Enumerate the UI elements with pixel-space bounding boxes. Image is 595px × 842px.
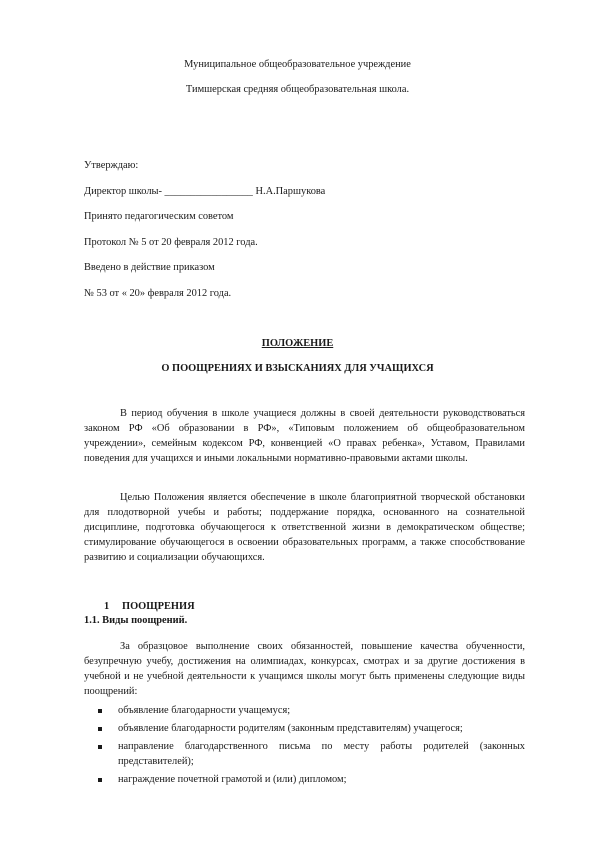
bullet-square-icon (98, 709, 102, 713)
bullet-square-icon (98, 778, 102, 782)
list-item-text: объявление благодарности учащемуся; (118, 705, 291, 716)
paragraph-1: В период обучения в школе учащиеся должны в своей деятельности руководствоваться законом РФ «Об образовании в РФ», «Типовым положением об общеобразовательном учреждении», семейным кодексом РФ, конвенцией «О правах ребенка», Уставом, Правилами поведения для учащихся и иными локальными нормативно-правовыми актами школы. (84, 408, 525, 464)
encouragement-list (84, 703, 525, 790)
list-item (84, 703, 525, 718)
header-line-1: Муниципальное общеобразовательное учреждение (184, 59, 411, 70)
bullet-square-icon (98, 727, 102, 731)
section-1-intro: За образцовое выполнение своих обязанностей, повышение качества обученности, безупречную учебу, достижения на олимпиадах, конкурсах, смотрах и за другие достижения в учебной и не учебной деятельности к учащимся школы могут быть применены следующие виды поощрений: (84, 641, 525, 697)
accepted-line: Принято педагогическим советом (84, 211, 234, 222)
list-item (84, 739, 525, 769)
document-title: ПОЛОЖЕНИЕ (261, 338, 334, 349)
protocol-line: Протокол № 5 от 20 февраля 2012 года. (84, 237, 258, 248)
director-line: Директор школы- _________________ Н.А.Паршукова (84, 186, 326, 197)
enacted-line: Введено в действие приказом (84, 262, 215, 273)
list-item-text: объявление благодарности родителям (законным представителям) учащегося; (118, 723, 463, 734)
order-line: № 53 от « 20» февраля 2012 года. (84, 288, 232, 299)
approve-label: Утверждаю: (84, 160, 139, 171)
list-item (84, 721, 525, 736)
section-1-number: 1 (104, 601, 110, 612)
header-line-2: Тимшерская средняя общеобразовательная школа. (185, 84, 410, 95)
paragraph-2: Целью Положения является обеспечение в школе благоприятной творческой обстановки для плодотворной учебы и работы; поддержание порядка, основанного на сознательной дисциплине, подготовка обучающегося к ответственной жизни в демократическом обществе; стимулирование обучающегося в освоении образовательных программ, а также способствование развитию и социализации обучающихся. (84, 492, 525, 563)
document-subtitle: О ПООЩРЕНИЯХ И ВЗЫСКАНИЯХ ДЛЯ УЧАЩИХСЯ (161, 363, 434, 374)
list-item-text: направление благодарственного письма по месту работы родителей (законных представителей); (118, 741, 525, 767)
list-item-text: награждение почетной грамотой и (или) дипломом; (118, 774, 347, 785)
bullet-square-icon (98, 745, 102, 749)
section-1-title: ПООЩРЕНИЯ (122, 601, 195, 612)
section-1-subtitle: 1.1. Виды поощрений. (84, 615, 188, 626)
list-item (84, 772, 525, 787)
